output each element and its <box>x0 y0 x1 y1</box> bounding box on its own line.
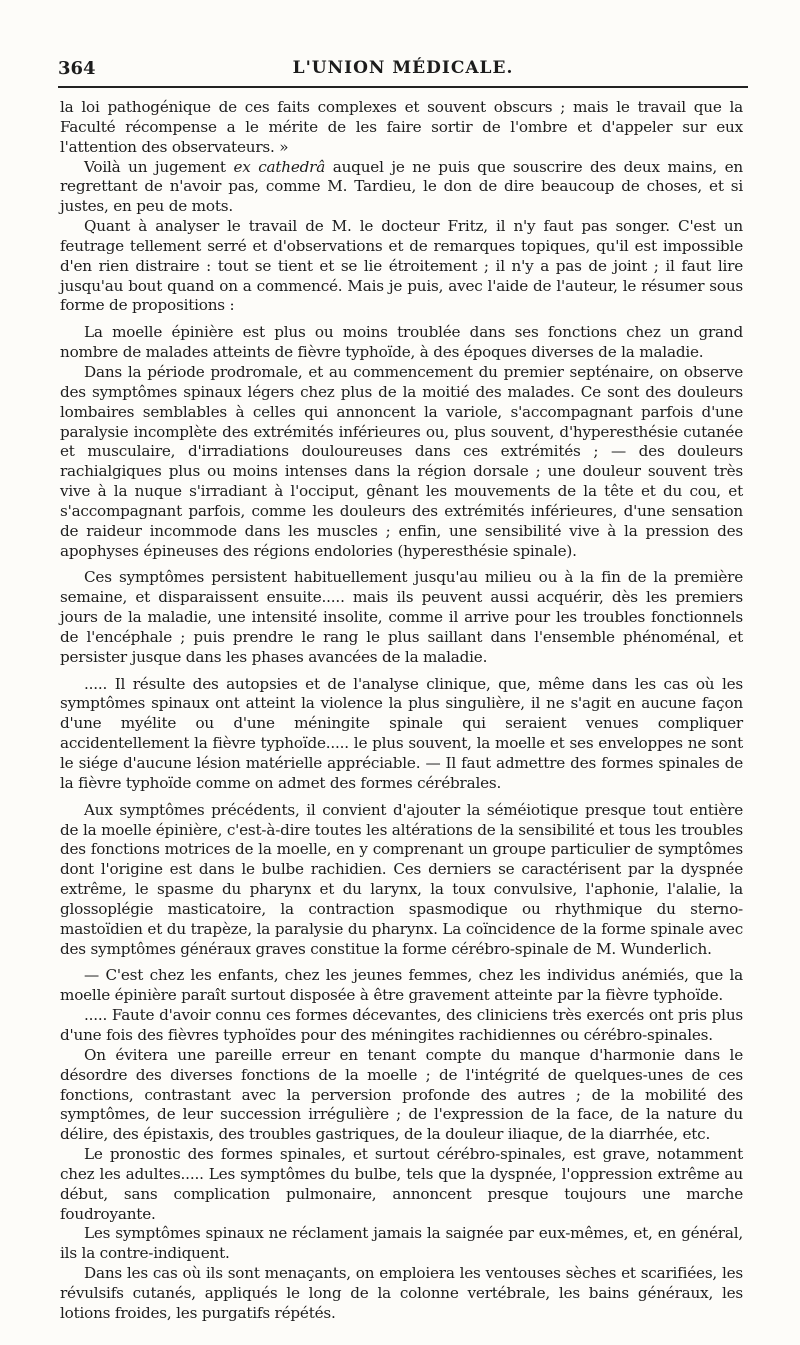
latin-phrase: ex cathedrâ <box>233 157 326 176</box>
paragraph-text: Voilà un jugement <box>84 157 234 176</box>
paragraph-text: la loi pathogénique de ces faits complexes et souvent obscurs ; mais le travail que la Faculté récompense a le mérite de les faire sortir de l'ombre et d'appeler sur eux l'attention des observateurs. » <box>60 98 743 156</box>
page-header <box>58 58 748 82</box>
paragraph <box>60 675 743 794</box>
paragraph <box>60 1046 743 1145</box>
paragraph <box>60 158 743 218</box>
paragraph <box>60 363 743 561</box>
paragraph-text: ..... Il résulte des autopsies et de l'analyse clinique, que, même dans les cas où les symptômes spinaux ont atteint la violence la plus singulière, il ne s'agit en aucune façon d'une myélite ou d'une méningite spinale qui seraient venues compliquer accidentellement la fièvre typhoïde..... le plus souvent, la moelle et ses enveloppes ne sont le siége d'aucune lésion matérielle appréciable. — Il faut admettre des formes spinales de la fièvre typhoïde comme on admet des formes cérébrales. <box>60 674 743 792</box>
paragraph-text: auquel je ne puis que souscrire des deux mains, en regrettant de n'avoir pas, comme M. Tardieu, le don de dire beaucoup de choses, et si justes, en peu de mots. <box>60 157 744 216</box>
running-title: L'UNION MÉDICALE. <box>292 58 514 78</box>
paragraph-text: ..... Faute d'avoir connu ces formes décevantes, des cliniciens très exercés ont pris plus d'une fois des fièvres typhoïdes pour des méningites rachidiennes ou cérébro-spinales. <box>60 1006 743 1044</box>
paragraph-text: Dans les cas où ils sont menaçants, on emploiera les ventouses sèches et scarifiées, les révulsifs cutanés, appliqués le long de la colonne vertébrale, les bains généraux, les lotions froides, les purgatifs répétés. <box>60 1264 743 1322</box>
paragraph <box>60 801 743 960</box>
paragraph-text: La moelle épinière est plus ou moins troublée dans ses fonctions chez un grand nombre de malades atteints de fièvre typhoïde, à des époques diverses de la maladie. <box>60 323 743 362</box>
paragraph <box>60 1264 743 1324</box>
header-rule <box>58 86 748 88</box>
paragraph <box>60 1145 743 1224</box>
paragraph <box>60 98 743 158</box>
paragraph <box>60 1006 743 1046</box>
paragraph <box>60 1224 743 1264</box>
paragraph-text: Dans la période prodromale, et au commencement du premier septénaire, on observe des symptômes spinaux légers chez plus de la moitié des malades. Ce sont des douleurs lombaires semblables à celles qui annoncent la variole, s'accompagnant parfois d'une paralysie incomplète des extrémités inférieures ou, plus souvent, d'hyperesthésie cutanée et musculaire, d'irradiations douloureuses dans ces extrémités ; — des douleurs rachialgiques plus ou moins intenses dans la région dorsale ; une douleur souvent très vive à la nuque s'irradiant à l'occiput, gênant les mouvements de la tête et du cou, et s'accompagnant parfois, comme les douleurs des extrémités inférieures, d'une sensation de raideur incommode dans les muscles ; enfin, une sensibilité vive à la pression des apophyses épineuses des régions endolories (hyperesthésie spinale). <box>60 362 743 560</box>
paragraph <box>60 568 743 667</box>
paragraph-text: Ces symptômes persistent habituellement jusqu'au milieu ou à la fin de la première semaine, et disparaissent ensuite..... mais ils peuvent aussi acquérir, dès les premiers jours de la maladie, une intensité insolite, comme il arrive pour les troubles fonctionnels de l'encéphale ; puis prendre le rang le plus saillant dans l'ensemble phénoménal, et persister jusque dans les phases avancées de la maladie. <box>60 568 743 666</box>
article-body <box>60 98 743 1324</box>
paragraph-text: Quant à analyser le travail de M. le docteur Fritz, il n'y faut pas songer. C'est un feutrage tellement serré et d'observations et de remarques topiques, qu'il est impossible d'en rien distraire : tout se tient et se lie étroitement ; il n'y a pas de joint ; il faut lire jusqu'au bout quand on a commencé. Mais je puis, avec l'aide de l'auteur, le résumer sous forme de propositions : <box>60 217 743 315</box>
paragraph-text: Les symptômes spinaux ne réclament jamais la saignée par eux-mêmes, et, en général, ils la contre-indiquent. <box>60 1224 743 1263</box>
paragraph <box>60 217 743 316</box>
paragraph-text: Le pronostic des formes spinales, et surtout cérébro-spinales, est grave, notamment chez les adultes..... Les symptômes du bulbe, tels que la dyspnée, l'oppression extrême au début, sans complication pulmonaire, annoncent presque toujours une marche foudroyante. <box>60 1145 743 1223</box>
paragraph-text: Aux symptômes précédents, il convient d'ajouter la séméiotique presque tout entière de la moelle épinière, c'est-à-dire toutes les altérations de la sensibilité et tous les troubles des fonctions motrices de la moelle, en y comprenant un groupe particulier de symptômes dont l'origine est dans le bulbe rachidien. Ces derniers se caractérisent par la dyspnée extrême, le spasme du pharynx et du larynx, la toux convulsive, l'aphonie, l'alalie, la glossoplégie masticatoire, la contraction spasmodique ou rhythmique du sterno-mastoïdien et du trapèze, la paralysie du pharynx. La coïncidence de la forme spinale avec des symptômes généraux graves constitue la forme cérébro-spinale de M. Wunderlich. <box>60 800 743 958</box>
paragraph <box>60 966 743 1006</box>
paragraph-text: On évitera une pareille erreur en tenant compte du manque d'harmonie dans le désordre des diverses fonctions de la moelle ; de l'intégrité de quelques-unes de ces fonctions, contrastant avec la perversion profonde des autres ; de la mobilité des symptômes, de leur succession irrégulière ; de l'expression de la face, de la nature du délire, des épistaxis, des troubles gastriques, de la douleur iliaque, de la diarrhée, etc. <box>60 1045 743 1144</box>
page-number: 364 <box>58 58 96 79</box>
paragraph <box>60 323 743 363</box>
paragraph-text: — C'est chez les enfants, chez les jeunes femmes, chez les individus anémiés, que la moelle épinière paraît surtout disposée à être gravement atteinte par la fièvre typhoïde. <box>60 966 743 1005</box>
